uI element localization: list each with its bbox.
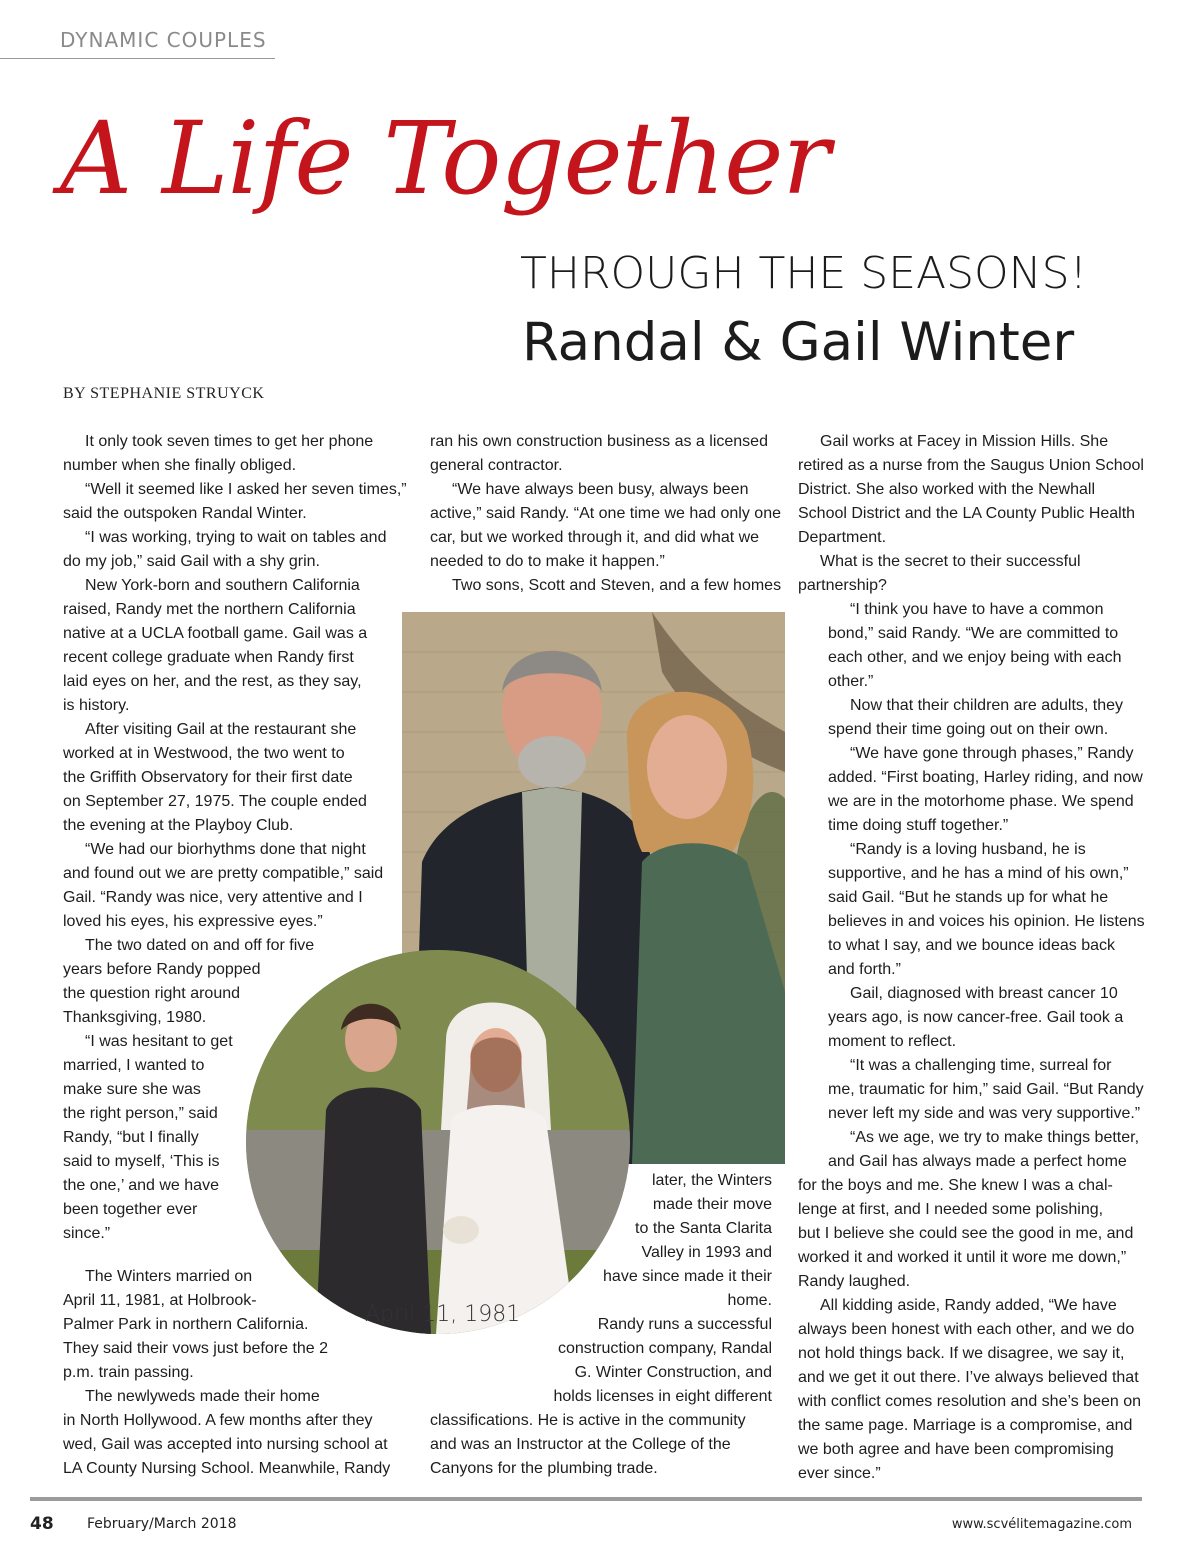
- article-text-line: holds licenses in eight different: [553, 1388, 772, 1405]
- article-text-line: The two dated on and off for five: [85, 937, 315, 954]
- article-text-line: G. Winter Construction, and: [574, 1364, 772, 1381]
- article-text-line: wed, Gail was accepted into nursing school at: [63, 1436, 388, 1453]
- article-text-line: years before Randy popped: [63, 961, 261, 978]
- article-text-line: Valley in 1993 and: [641, 1244, 772, 1261]
- article-text-line: Gail. “Randy was nice, very attentive and I: [63, 889, 363, 906]
- article-text-line: loved his eyes, his expressive eyes.”: [63, 913, 323, 930]
- article-text-line: the question right around: [63, 985, 241, 1002]
- article-text-line: years ago, is now cancer-free. Gail took a: [828, 1009, 1124, 1026]
- article-text-line: ever since.”: [798, 1465, 881, 1482]
- article-subtitle: THROUGH THE SEASONS!: [520, 248, 1088, 299]
- article-text-line: added. “First boating, Harley riding, and now: [828, 769, 1143, 786]
- article-text-line: car, but we worked through it, and did what we: [430, 529, 760, 546]
- section-label: DYNAMIC COUPLES: [60, 28, 267, 52]
- article-text-line: each other, and we enjoy being with each: [828, 649, 1122, 666]
- magazine-website: www.scvélitemagazine.com: [951, 1517, 1132, 1532]
- article-text-line: and Gail has always made a perfect home: [828, 1153, 1127, 1170]
- article-text-line: “As we age, we try to make things better,: [850, 1129, 1140, 1146]
- article-text-line: p.m. train passing.: [63, 1364, 194, 1381]
- article-text-line: New York-born and southern California: [85, 577, 360, 594]
- article-text-line: said to myself, ‘This is: [63, 1153, 220, 1170]
- article-text-line: but I believe she could see the good in me, and: [798, 1225, 1134, 1242]
- article-text-line: “We had our biorhythms done that night: [85, 841, 366, 858]
- article-text-line: lenge at first, and I needed some polishing,: [798, 1201, 1104, 1218]
- article-text-line: number when she finally obliged.: [63, 457, 297, 474]
- article-text-line: After visiting Gail at the restaurant she: [85, 721, 357, 738]
- article-text-line: partnership?: [798, 577, 887, 594]
- article-text-line: with conflict comes resolution and she’s been on: [798, 1393, 1142, 1410]
- article-text-line: never left my side and was very supportive.”: [828, 1105, 1141, 1122]
- article-text-line: make sure she was: [63, 1081, 201, 1098]
- article-text-line: Randy runs a successful: [597, 1316, 772, 1333]
- article-text-line: “I was hesitant to get: [85, 1033, 233, 1050]
- article-text-line: we both agree and have been compromising: [798, 1441, 1114, 1458]
- article-text-line: not hold things back. If we disagree, we say it,: [798, 1345, 1125, 1362]
- article-text-line: and found out we are pretty compatible,” said: [63, 865, 384, 882]
- article-text-line: worked it and worked it until it wore me down,”: [798, 1249, 1127, 1266]
- article-column-1-top: [63, 430, 405, 1246]
- article-text-line: April 11, 1981, at Holbrook-: [63, 1292, 257, 1309]
- article-headline-names: Randal & Gail Winter: [522, 312, 1075, 373]
- article-text-line: worked at in Westwood, the two went to: [63, 745, 345, 762]
- article-text-line: ran his own construction business as a licensed: [430, 433, 768, 450]
- article-column-3: [798, 430, 1143, 1486]
- article-text-line: They said their vows just before the 2: [63, 1340, 329, 1357]
- article-text-line: is history.: [63, 697, 130, 714]
- article-text-line: made their move: [652, 1196, 772, 1213]
- article-text-line: other.”: [828, 673, 874, 690]
- article-text-line: Two sons, Scott and Steven, and a few homes: [452, 577, 782, 594]
- article-text-line: bond,” said Randy. “We are committed to: [828, 625, 1119, 642]
- article-text-line: to what I say, and we bounce ideas back: [828, 937, 1115, 954]
- article-text-line: active,” said Randy. “At one time we had only one: [430, 505, 781, 522]
- footer-divider: [30, 1497, 1142, 1501]
- article-text-line: Gail works at Facey in Mission Hills. She: [820, 433, 1109, 450]
- article-text-line: The newlyweds made their home: [85, 1388, 320, 1405]
- article-text-line: have since made it their: [603, 1268, 772, 1285]
- article-text-line: raised, Randy met the northern California: [63, 601, 356, 618]
- article-text-line: Randy laughed.: [798, 1273, 911, 1290]
- article-text-line: been together ever: [63, 1201, 198, 1218]
- article-text-line: time doing stuff together.”: [828, 817, 1009, 834]
- page-number: 48: [30, 1514, 54, 1534]
- article-script-title: A Life Together: [60, 100, 830, 217]
- article-text-line: laid eyes on her, and the rest, as they say,: [63, 673, 362, 690]
- article-text-line: It only took seven times to get her phone: [85, 433, 374, 450]
- article-text-line: in North Hollywood. A few months after they: [63, 1412, 373, 1429]
- article-text-line: School District and the LA County Public Health: [798, 505, 1136, 522]
- article-text-line: said Gail. “But he stands up for what he: [828, 889, 1109, 906]
- article-text-line: Gail, diagnosed with breast cancer 10: [850, 985, 1118, 1002]
- article-text-line: and forth.”: [828, 961, 901, 978]
- article-text-line: we are in the motorhome phase. We spend: [828, 793, 1134, 810]
- article-text-line: me, traumatic for him,” said Gail. “But Randy: [828, 1081, 1144, 1098]
- article-text-line: spend their time going out on their own.: [828, 721, 1109, 738]
- byline: BY STEPHANIE STRUYCK: [63, 385, 265, 402]
- article-text-line: classifications. He is active in the community: [430, 1412, 746, 1429]
- article-text-line: “It was a challenging time, surreal for: [850, 1057, 1112, 1074]
- article-text-line: “I was working, trying to wait on tables and: [85, 529, 387, 546]
- article-text-line: Randy, “but I finally: [63, 1129, 199, 1146]
- article-text-line: Palmer Park in northern California.: [63, 1316, 309, 1333]
- article-text-line: “Randy is a loving husband, he is: [850, 841, 1086, 858]
- article-text-line: “We have gone through phases,” Randy: [850, 745, 1134, 762]
- article-text-line: Department.: [798, 529, 887, 546]
- article-text-line: The Winters married on: [85, 1268, 253, 1285]
- issue-date: February/March 2018: [87, 1516, 237, 1532]
- article-text-line: the same page. Marriage is a compromise, and: [798, 1417, 1133, 1434]
- article-text-line: supportive, and he has a mind of his own,”: [828, 865, 1129, 882]
- article-text-line: on September 27, 1975. The couple ended: [63, 793, 367, 810]
- article-text-line: construction company, Randal: [557, 1340, 772, 1357]
- article-text-line: “I think you have to have a common: [850, 601, 1104, 618]
- article-text-line: Canyons for the plumbing trade.: [430, 1460, 658, 1477]
- photo-caption: April 11, 1981: [365, 1302, 521, 1327]
- article-text-line: the evening at the Playboy Club.: [63, 817, 294, 834]
- article-text-line: believes in and voices his opinion. He listens: [828, 913, 1145, 930]
- article-text-line: and was an Instructor at the College of the: [430, 1436, 731, 1453]
- article-text-line: moment to reflect.: [828, 1033, 957, 1050]
- article-text-line: home.: [727, 1292, 772, 1309]
- article-text-line: retired as a nurse from the Saugus Union School: [798, 457, 1144, 474]
- article-text-line: “Well it seemed like I asked her seven times,”: [85, 481, 407, 498]
- article-text-line: the right person,” said: [63, 1105, 218, 1122]
- article-text-line: Now that their children are adults, they: [850, 697, 1124, 714]
- article-text-line: do my job,” said Gail with a shy grin.: [63, 553, 320, 570]
- article-text-line: later, the Winters: [651, 1172, 772, 1189]
- article-text-line: said the outspoken Randal Winter.: [63, 505, 307, 522]
- article-text-line: Thanksgiving, 1980.: [63, 1009, 207, 1026]
- article-text-line: native at a UCLA football game. Gail was a: [63, 625, 368, 642]
- article-text-line: and we get it out there. I’ve always believed that: [798, 1369, 1139, 1386]
- article-text-line: What is the secret to their successful: [820, 553, 1081, 570]
- article-text-line: District. She also worked with the Newhall: [798, 481, 1096, 498]
- section-divider: [0, 58, 275, 59]
- article-text-line: recent college graduate when Randy first: [63, 649, 354, 666]
- article-text-line: married, I wanted to: [63, 1057, 205, 1074]
- article-text-line: LA County Nursing School. Meanwhile, Randy: [63, 1460, 391, 1477]
- article-text-line: always been honest with each other, and we do: [798, 1321, 1135, 1338]
- article-text-line: since.”: [63, 1225, 111, 1242]
- article-text-line: to the Santa Clarita: [635, 1220, 772, 1237]
- article-text-line: the Griffith Observatory for their first date: [63, 769, 353, 786]
- article-text-line: needed to do to make it happen.”: [430, 553, 665, 570]
- article-text-line: the one,’ and we have: [63, 1177, 219, 1194]
- article-column-2-top: [430, 430, 782, 598]
- article-column-2-bottom: [430, 1169, 772, 1481]
- article-column-1-bottom: [63, 1265, 405, 1481]
- article-text-line: All kidding aside, Randy added, “We have: [820, 1297, 1117, 1314]
- article-text-line: general contractor.: [430, 457, 563, 474]
- article-text-line: for the boys and me. She knew I was a chal-: [798, 1177, 1113, 1194]
- article-text-line: “We have always been busy, always been: [452, 481, 749, 498]
